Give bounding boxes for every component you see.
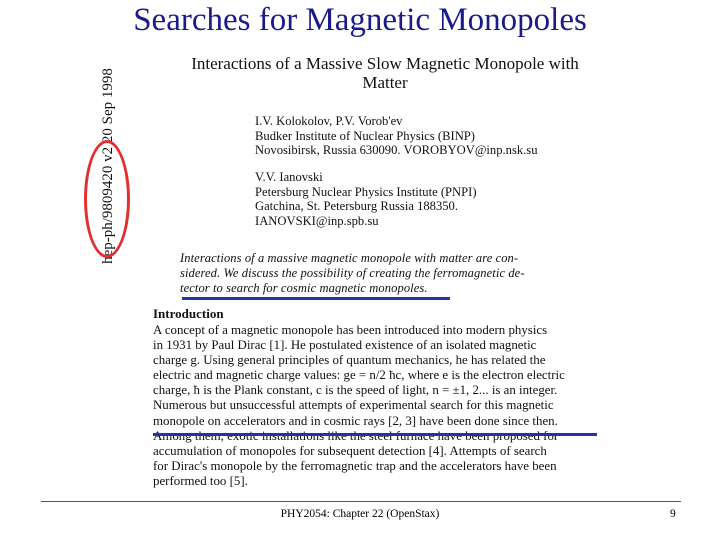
intro-line: Numerous but unsuccessful attempts of experimental search for this magnetic [153,398,554,413]
institute-1: Budker Institute of Nuclear Physics (BINP) [255,128,476,143]
address-1: Novosibirsk, Russia 630090. VOROBYOV@inp.nsk.su [255,143,538,157]
intro-line: A concept of a magnetic monopole has been introduced into modern physics [153,323,548,337]
institute-2: Petersburg Nuclear Physics Institute (PNPI) [255,184,477,199]
footer-text: PHY2054: Chapter 22 (OpenStax) [280,508,440,520]
introduction-body [153,323,593,489]
arxiv-side-stamp: hep-ph/9809420 v2 20 Sep 1998 [100,68,116,264]
intro-line: electric and magnetic charge values: ge = n/2 ħc, where e is the electron electric [153,368,565,383]
paper-scan [150,54,600,488]
highlight-circle [84,140,130,258]
slide-title: Searches for Magnetic Monopoles [133,2,587,38]
introduction-heading: Introduction [153,306,224,321]
abstract-line: sidered. We discuss the possibility of creating the ferromagnetic de- [180,266,525,280]
abstract-line: Interactions of a massive magnetic monopole with matter are con- [180,251,519,265]
page-number: 9 [670,508,676,520]
paper-title-line2: Matter [362,73,408,92]
intro-line: monopole on accelerators and in cosmic rays [2, 3] have been done since then. [153,413,558,428]
intro-line: in 1931 by Paul Dirac [1]. He postulated existence of an isolated magnetic [153,338,537,353]
paper-title-line1: Interactions of a Massive Slow Magnetic Monopole with [191,54,579,73]
intro-line: performed too [5]. [153,473,248,488]
footer-divider [41,501,681,502]
abstract [180,251,592,296]
affiliation-1 [255,114,575,158]
intro-line: accumulation of monopoles for subsequent detection [4]. Attempts of search [153,443,547,458]
address-2: Gatchina, St. Petersburg Russia 188350. IANOVSKI@inp.spb.su [255,199,459,228]
intro-line: charge g. Using general principles of quantum mechanics, he has related the [153,353,546,368]
abstract-underline [182,297,450,300]
author-names-2: V.V. Ianovski [255,170,323,184]
intro-underline [153,433,597,436]
abstract-line: tector to search for cosmic magnetic monopoles. [180,281,428,295]
author-names-1: I.V. Kolokolov, P.V. Vorob'ev [255,114,403,128]
intro-line [153,429,593,444]
affiliation-2 [255,170,575,228]
intro-line: charge, ħ is the Plank constant, c is the speed of light, n = ±1, 2... is an integer. [153,383,558,398]
paper-title [150,54,600,92]
intro-line: for Dirac's monopole by the ferromagnetic trap and the accelerators have been [153,458,557,473]
